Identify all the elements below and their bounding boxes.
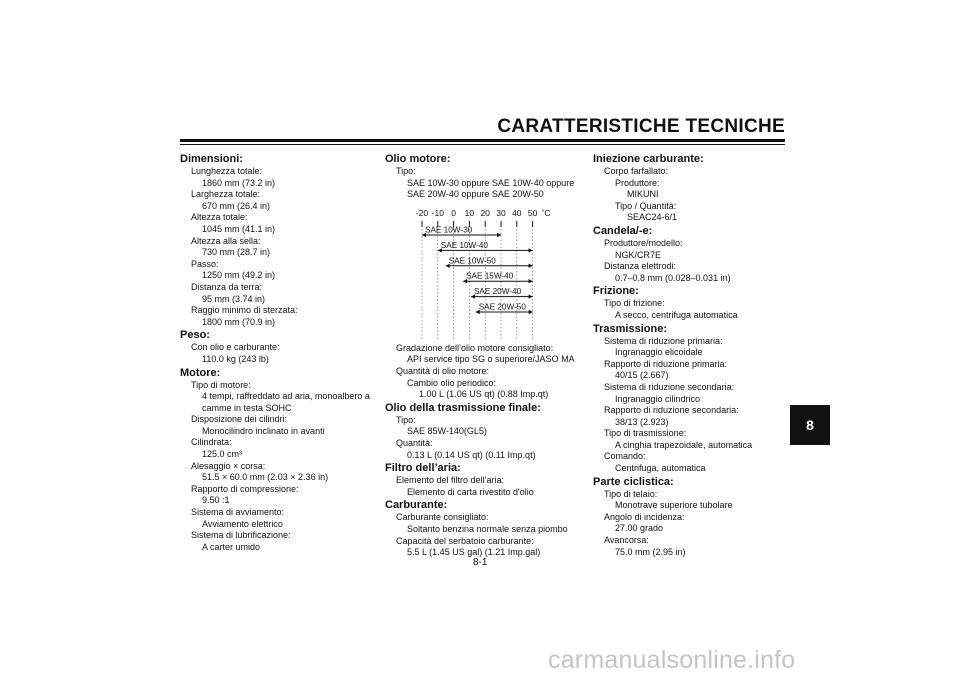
band-label: SAE 20W-40 (473, 286, 522, 296)
band-label: SAE 10W-40 (440, 240, 488, 250)
spec-label: Produttore/modello: (604, 237, 683, 248)
spec-label: Quantità di olio motore: (396, 365, 490, 376)
band-arrow-right (529, 294, 533, 298)
spec-label: Alesaggio × corsa: (191, 460, 266, 471)
spec-value: SAE 20W-40 oppure SAE 20W-50 (407, 189, 544, 200)
spec-value: SAE 85W-140(GL5) (407, 426, 487, 437)
heading-trasmissione: Trasmissione: (593, 322, 667, 335)
spec-label: Quantità: (396, 437, 433, 448)
spec-value: 110.0 kg (243 lb) (202, 353, 269, 364)
spec-value: Ingranaggio cilindrico (615, 393, 701, 404)
spec-value: Ingranaggio elicoidale (615, 347, 703, 358)
spec-label: Tipo: (396, 166, 416, 176)
spec-value: 1045 mm (41.1 in) (202, 223, 276, 234)
spec-label: Capacità del serbatoio carburante: (396, 535, 534, 546)
spec-label: Sistema di lubrificazione: (191, 530, 291, 541)
spec-value: 0.13 L (0.14 US qt) (0.11 Imp.qt) (407, 449, 536, 460)
spec-label: Con olio e carburante: (191, 342, 280, 353)
temp-label: 30 (496, 207, 506, 218)
spec-value: 0.7–0.8 mm (0.028–0.031 in) (615, 272, 731, 283)
heading-parte-ciclistica: Parte ciclistica: (593, 475, 674, 488)
spec-value: 40/15 (2.667) (615, 370, 669, 381)
spec-label: Altezza alla sella: (191, 235, 261, 246)
spec-label: Distanza da terra: (191, 281, 263, 292)
temp-label: 40 (512, 207, 522, 218)
spec-label: Tipo di motore: (191, 379, 251, 390)
spec-value: Centrifuga, automatica (615, 463, 706, 474)
spec-value: 38/13 (2.923) (615, 416, 669, 427)
spec-value: 5.5 L (1.45 US gal) (1.21 Imp.gal) (407, 547, 541, 558)
band-label: SAE 15W-40 (466, 271, 514, 281)
oil-viscosity-chart (385, 201, 590, 343)
spec-value: 730 mm (28.7 in) (202, 247, 271, 258)
temp-label: 50 (527, 207, 538, 218)
temp-label: 0 (451, 207, 456, 218)
spec-label: Comando: (604, 451, 646, 462)
spec-value: Monocilindro inclinato in avanti (202, 425, 325, 436)
spec-value: NGK/CR7E (615, 249, 662, 260)
band-label: SAE 10W-30 (425, 225, 473, 235)
spec-label: Avancorsa: (604, 535, 649, 546)
page-title: CARATTERISTICHE TECNICHE (497, 116, 785, 137)
column-2 (385, 152, 590, 559)
spec-label: Sistema di riduzione secondaria: (604, 381, 735, 392)
heading-dimensioni: Dimensioni: (180, 153, 243, 165)
heading-carburante: Carburante: (385, 499, 448, 512)
spec-label: Rapporto di riduzione primaria: (604, 358, 728, 369)
heading-frizione: Frizione: (593, 285, 639, 298)
spec-label: Sistema di avviamento: (191, 507, 285, 518)
band-arrow-right (497, 233, 501, 237)
band-label: SAE 10W-50 (448, 256, 496, 266)
spec-value: 1860 mm (73.2 in) (202, 177, 276, 188)
heading-filtro-aria: Filtro dell’aria: (385, 462, 461, 475)
spec-label: Larghezza totale: (191, 189, 261, 200)
oil-viscosity-diagram (385, 201, 590, 343)
band-arrow-right (529, 279, 533, 283)
spec-value: SEAC24-6/1 (627, 212, 678, 223)
band-arrow-right (529, 248, 533, 252)
spec-label: Tipo: (396, 414, 416, 425)
spec-value: 1250 mm (49.2 in) (202, 270, 276, 281)
heading-candela: Candela/-e: (593, 224, 653, 237)
spec-value: Soltanto benzina normale senza piombo (407, 523, 568, 534)
spec-value: 75.0 mm (2.95 in) (615, 546, 686, 557)
spec-value: A secco, centrifuga automatica (615, 309, 738, 320)
header-rule-thick (180, 139, 785, 142)
spec-label: Carburante consigliato: (396, 512, 489, 523)
band-arrow-right (529, 263, 533, 267)
spec-label: Tipo / Quantità: (615, 200, 677, 211)
spec-value: 4 tempi, raffreddato ad aria, monoalbero a (202, 391, 370, 402)
spec-label: Disposizione dei cilindri: (191, 414, 288, 425)
spec-value: Elemento di carta rivestito d'olio (407, 486, 534, 497)
spec-value: 51.5 × 60.0 mm (2.03 × 2.36 in) (202, 472, 329, 483)
spec-value: 1.00 L (1.06 US qt) (0.88 Imp.qt) (419, 389, 549, 400)
spec-value: 125.0 cm³ (202, 449, 243, 460)
spec-label: Raggio minimo di sterzata: (191, 305, 298, 316)
temp-label: 10 (464, 207, 475, 218)
spec-value: 1800 mm (70.9 in) (202, 316, 276, 327)
spec-label: Altezza totale: (191, 212, 248, 223)
spec-label: Angolo di incidenza: (604, 511, 685, 522)
temp-label: 20 (480, 207, 490, 218)
spec-value: API service tipo SG o superiore/JASO MA (407, 354, 575, 365)
heading-olio-trasmissione: Olio della trasmissione finale: (385, 401, 541, 414)
spec-value: SAE 10W-30 oppure SAE 10W-40 oppure (407, 177, 575, 188)
heading-motore: Motore: (180, 366, 221, 379)
spec-value: A carter umido (202, 541, 261, 552)
column-3 (593, 152, 788, 558)
spec-value: camme in testa SOHC (202, 402, 292, 413)
spec-value: A cinghia trapezoidale, automatica (615, 439, 753, 450)
header-rule-thin (180, 144, 785, 145)
spec-label: Produttore: (615, 177, 660, 188)
spec-label: Tipo di telaio: (604, 488, 658, 499)
heading-olio-motore: Olio motore: (385, 153, 451, 165)
spec-label: Cilindrata: (191, 437, 232, 448)
spec-label: Distanza elettrodi: (604, 261, 677, 272)
chapter-tab: 8 (790, 405, 830, 445)
watermark: carmanualsonline.info (548, 646, 796, 674)
band-label: SAE 20W-50 (478, 302, 526, 312)
heading-iniezione: Iniezione carburante: (593, 153, 704, 165)
spec-label: Cambio olio periodico: (407, 377, 497, 388)
column-1 (180, 152, 380, 553)
spec-label: Lunghezza totale: (191, 166, 263, 176)
spec-label: Tipo di frizione: (604, 298, 665, 309)
temp-label: -20 (415, 207, 429, 218)
spec-label: Passo: (191, 258, 219, 269)
band-arrow-right (529, 310, 533, 314)
spec-value: Monotrave superiore tubolare (615, 500, 733, 511)
spec-label: Elemento del filtro dell’aria: (396, 475, 505, 486)
temp-unit: ˚C (541, 207, 551, 218)
spec-value: 27.00 grado (615, 523, 664, 534)
spec-label: Rapporto di riduzione secondaria: (604, 405, 739, 416)
spec-label: Sistema di riduzione primaria: (604, 335, 723, 346)
heading-peso: Peso: (180, 329, 210, 342)
spec-value: 670 mm (26.4 in) (202, 200, 271, 211)
spec-label: Gradazione dell’olio motore consigliato: (396, 342, 554, 353)
spec-label: Tipo di trasmissione: (604, 428, 687, 439)
spec-label: Rapporto di compressione: (191, 483, 299, 494)
spec-value: 95 mm (3.74 in) (202, 293, 266, 304)
page-number: 8-1 (473, 557, 488, 568)
spec-value: MIKUNI (627, 189, 659, 200)
spec-label: Corpo farfallato: (604, 166, 669, 176)
spec-value: Avviamento elettrico (202, 518, 283, 529)
spec-value: 9.50 :1 (202, 495, 230, 506)
temp-label: -10 (431, 207, 444, 218)
